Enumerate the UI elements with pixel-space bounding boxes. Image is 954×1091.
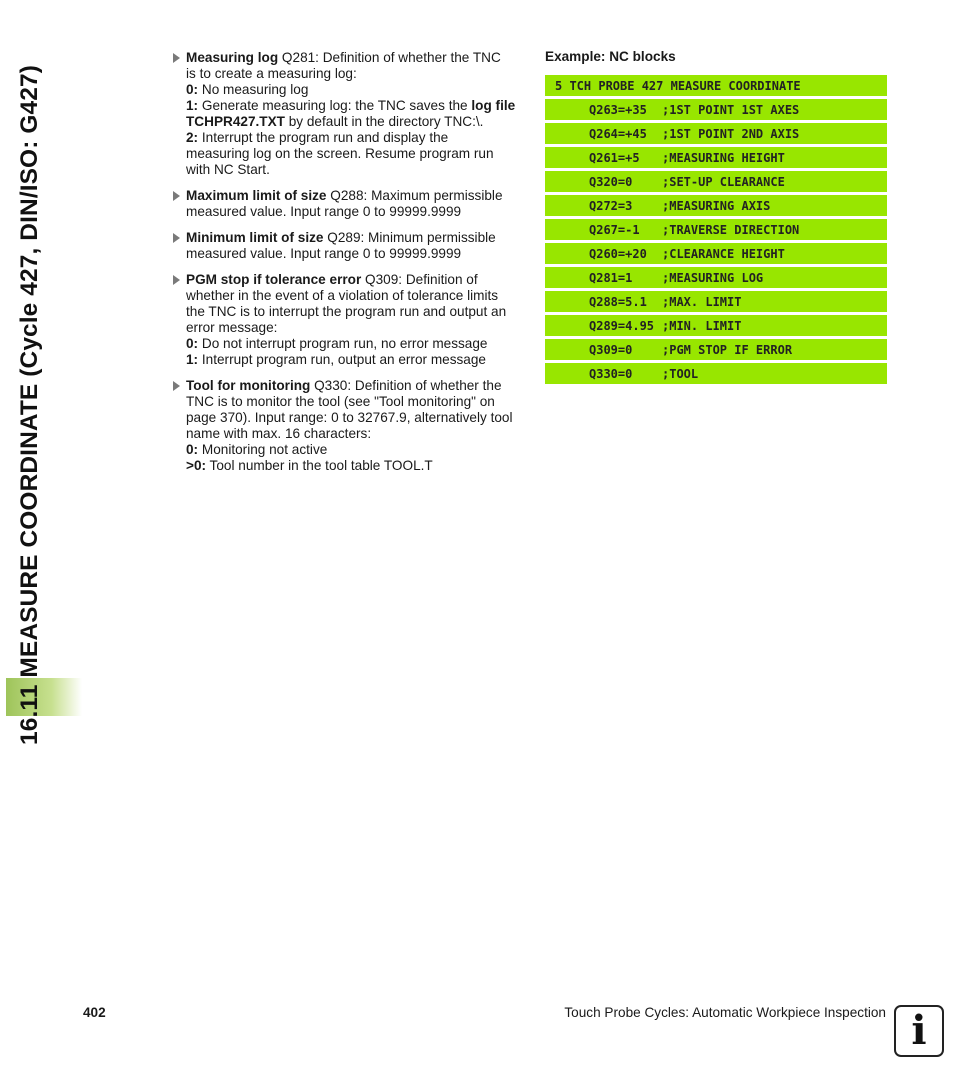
nc-parameter-code: Q264=+45 — [589, 126, 647, 141]
nc-block-row — [545, 219, 887, 240]
paragraph-line — [186, 66, 524, 82]
text-run: Q289: Minimum permissible — [323, 230, 496, 245]
bold-term: Measuring log — [186, 50, 279, 65]
example-section — [545, 49, 887, 384]
parameter-paragraph — [172, 188, 524, 220]
parameter-paragraph — [172, 230, 524, 262]
paragraph-line — [186, 378, 524, 394]
info-icon-glyph: i — [911, 1007, 927, 1054]
paragraph-line — [186, 162, 524, 178]
example-heading: Example: NC blocks — [545, 49, 676, 64]
nc-block-row — [545, 123, 887, 144]
text-run: TNC is to monitor the tool (see "Tool monitoring" on — [186, 394, 495, 409]
paragraph-line — [186, 204, 524, 220]
text-run: measuring log on the screen. Resume program run — [186, 146, 494, 161]
bold-term: 0: — [186, 442, 199, 457]
nc-parameter-comment: ;SET-UP CLEARANCE — [662, 174, 785, 189]
text-run: No measuring log — [198, 82, 309, 97]
paragraph-line — [186, 146, 524, 162]
text-run: page 370). Input range: 0 to 32767.9, alternatively tool — [186, 410, 513, 425]
nc-parameter-comment: ;MAX. LIMIT — [662, 294, 742, 309]
bullet-arrow-icon — [173, 275, 180, 285]
bold-term: 0: — [186, 336, 199, 351]
bullet-arrow-icon — [173, 233, 180, 243]
paragraph-line — [186, 288, 524, 304]
nc-block-row — [545, 339, 887, 360]
nc-parameter-comment: ;CLEARANCE HEIGHT — [662, 246, 785, 261]
bold-term: 2: — [186, 130, 199, 145]
nc-block-row — [545, 315, 887, 336]
nc-parameter-code: Q320=0 — [589, 174, 633, 189]
nc-block-header: 5 TCH PROBE 427 MEASURE COORDINATE — [545, 75, 887, 96]
nc-parameter-code: Q330=0 — [589, 366, 633, 381]
nc-block-row — [545, 99, 887, 120]
nc-parameter-code: Q309=0 — [589, 342, 633, 357]
text-run: measured value. Input range 0 to 99999.9999 — [186, 204, 462, 219]
text-run: name with max. 16 characters: — [186, 426, 372, 441]
nc-parameter-code: Q281=1 — [589, 270, 633, 285]
paragraph-line — [186, 114, 524, 130]
bold-term: PGM stop if tolerance error — [186, 272, 362, 287]
text-run: measured value. Input range 0 to 99999.9999 — [186, 246, 462, 261]
nc-block-row — [545, 243, 887, 264]
nc-parameter-comment: ;PGM STOP IF ERROR — [662, 342, 793, 357]
paragraph-line — [186, 394, 524, 410]
text-run: Interrupt program run, output an error message — [198, 352, 486, 367]
nc-parameter-comment: ;TOOL — [662, 366, 699, 381]
nc-parameter-comment: ;1ST POINT 2ND AXIS — [662, 126, 800, 141]
info-icon — [894, 1005, 944, 1057]
side-chapter-title — [6, 0, 76, 1091]
text-run: Generate measuring log: the TNC saves the — [198, 98, 472, 113]
nc-block-row — [545, 171, 887, 192]
nc-parameter-code: Q289=4.95 — [589, 318, 655, 333]
paragraph-line — [186, 272, 524, 288]
bold-term: 1: — [186, 352, 199, 367]
text-run: Q288: Maximum permissible — [326, 188, 503, 203]
paragraph-line — [186, 82, 524, 98]
nc-parameter-code: Q260=+20 — [589, 246, 647, 261]
paragraph-line — [186, 98, 524, 114]
nc-parameter-comment: ;MIN. LIMIT — [662, 318, 742, 333]
text-run: error message: — [186, 320, 278, 335]
text-run: Do not interrupt program run, no error message — [198, 336, 488, 351]
paragraph-line — [186, 246, 524, 262]
paragraph-line — [186, 304, 524, 320]
bold-term: Minimum limit of size — [186, 230, 324, 245]
text-run: Q281: Definition of whether the TNC — [278, 50, 501, 65]
paragraph-line — [186, 230, 524, 246]
bold-term: Tool for monitoring — [186, 378, 311, 393]
bullet-arrow-icon — [173, 381, 180, 391]
bullet-arrow-icon — [173, 53, 180, 63]
paragraph-line — [186, 352, 524, 368]
nc-block-list — [545, 75, 887, 384]
text-run: the TNC is to interrupt the program run and output an — [186, 304, 507, 319]
nc-block-row — [545, 147, 887, 168]
paragraph-line — [186, 458, 524, 474]
footer-chapter-text: Touch Probe Cycles: Automatic Workpiece Inspection — [564, 1005, 886, 1020]
paragraph-line — [186, 336, 524, 352]
nc-parameter-comment: ;MEASURING AXIS — [662, 198, 771, 213]
paragraph-line — [186, 188, 524, 204]
text-run: Tool number in the tool table TOOL.T — [206, 458, 433, 473]
paragraph-line — [186, 50, 524, 66]
chapter-title-text: 16.11 MEASURE COORDINATE (Cycle 427, DIN/ISO: G427) — [16, 65, 43, 745]
parameter-paragraph — [172, 378, 524, 474]
nc-block-row — [545, 363, 887, 384]
nc-parameter-comment: ;MEASURING LOG — [662, 270, 764, 285]
paragraph-line — [186, 320, 524, 336]
text-run: Q330: Definition of whether the — [310, 378, 502, 393]
bold-term: >0: — [186, 458, 207, 473]
paragraph-line — [186, 426, 524, 442]
nc-parameter-code: Q288=5.1 — [589, 294, 647, 309]
nc-parameter-code: Q263=+35 — [589, 102, 647, 117]
bold-term: Maximum limit of size — [186, 188, 327, 203]
nc-block-row — [545, 267, 887, 288]
text-run: Interrupt the program run and display the — [198, 130, 449, 145]
text-run: Q309: Definition of — [361, 272, 478, 287]
nc-parameter-code: Q272=3 — [589, 198, 633, 213]
parameter-paragraph — [172, 272, 524, 368]
paragraph-line — [186, 130, 524, 146]
nc-parameter-comment: ;TRAVERSE DIRECTION — [662, 222, 800, 237]
nc-parameter-code: Q261=+5 — [589, 150, 640, 165]
nc-block-row — [545, 291, 887, 312]
bold-term: 0: — [186, 82, 199, 97]
nc-parameter-code: Q267=-1 — [589, 222, 640, 237]
nc-parameter-comment: ;1ST POINT 1ST AXES — [662, 102, 800, 117]
text-run: whether in the event of a violation of tolerance limits — [186, 288, 499, 303]
text-run: is to create a measuring log: — [186, 66, 357, 81]
parameter-descriptions — [172, 50, 524, 484]
bold-term: TCHPR427.TXT — [186, 114, 285, 129]
bold-term: log file — [471, 98, 516, 113]
bullet-arrow-icon — [173, 191, 180, 201]
text-run: Monitoring not active — [198, 442, 328, 457]
text-run: with NC Start. — [186, 162, 270, 177]
paragraph-line — [186, 442, 524, 458]
nc-block-row — [545, 195, 887, 216]
parameter-paragraph — [172, 50, 524, 178]
nc-parameter-comment: ;MEASURING HEIGHT — [662, 150, 785, 165]
text-run: by default in the directory TNC:\. — [284, 114, 484, 129]
paragraph-line — [186, 410, 524, 426]
bold-term: 1: — [186, 98, 199, 113]
page-number: 402 — [83, 1005, 106, 1020]
